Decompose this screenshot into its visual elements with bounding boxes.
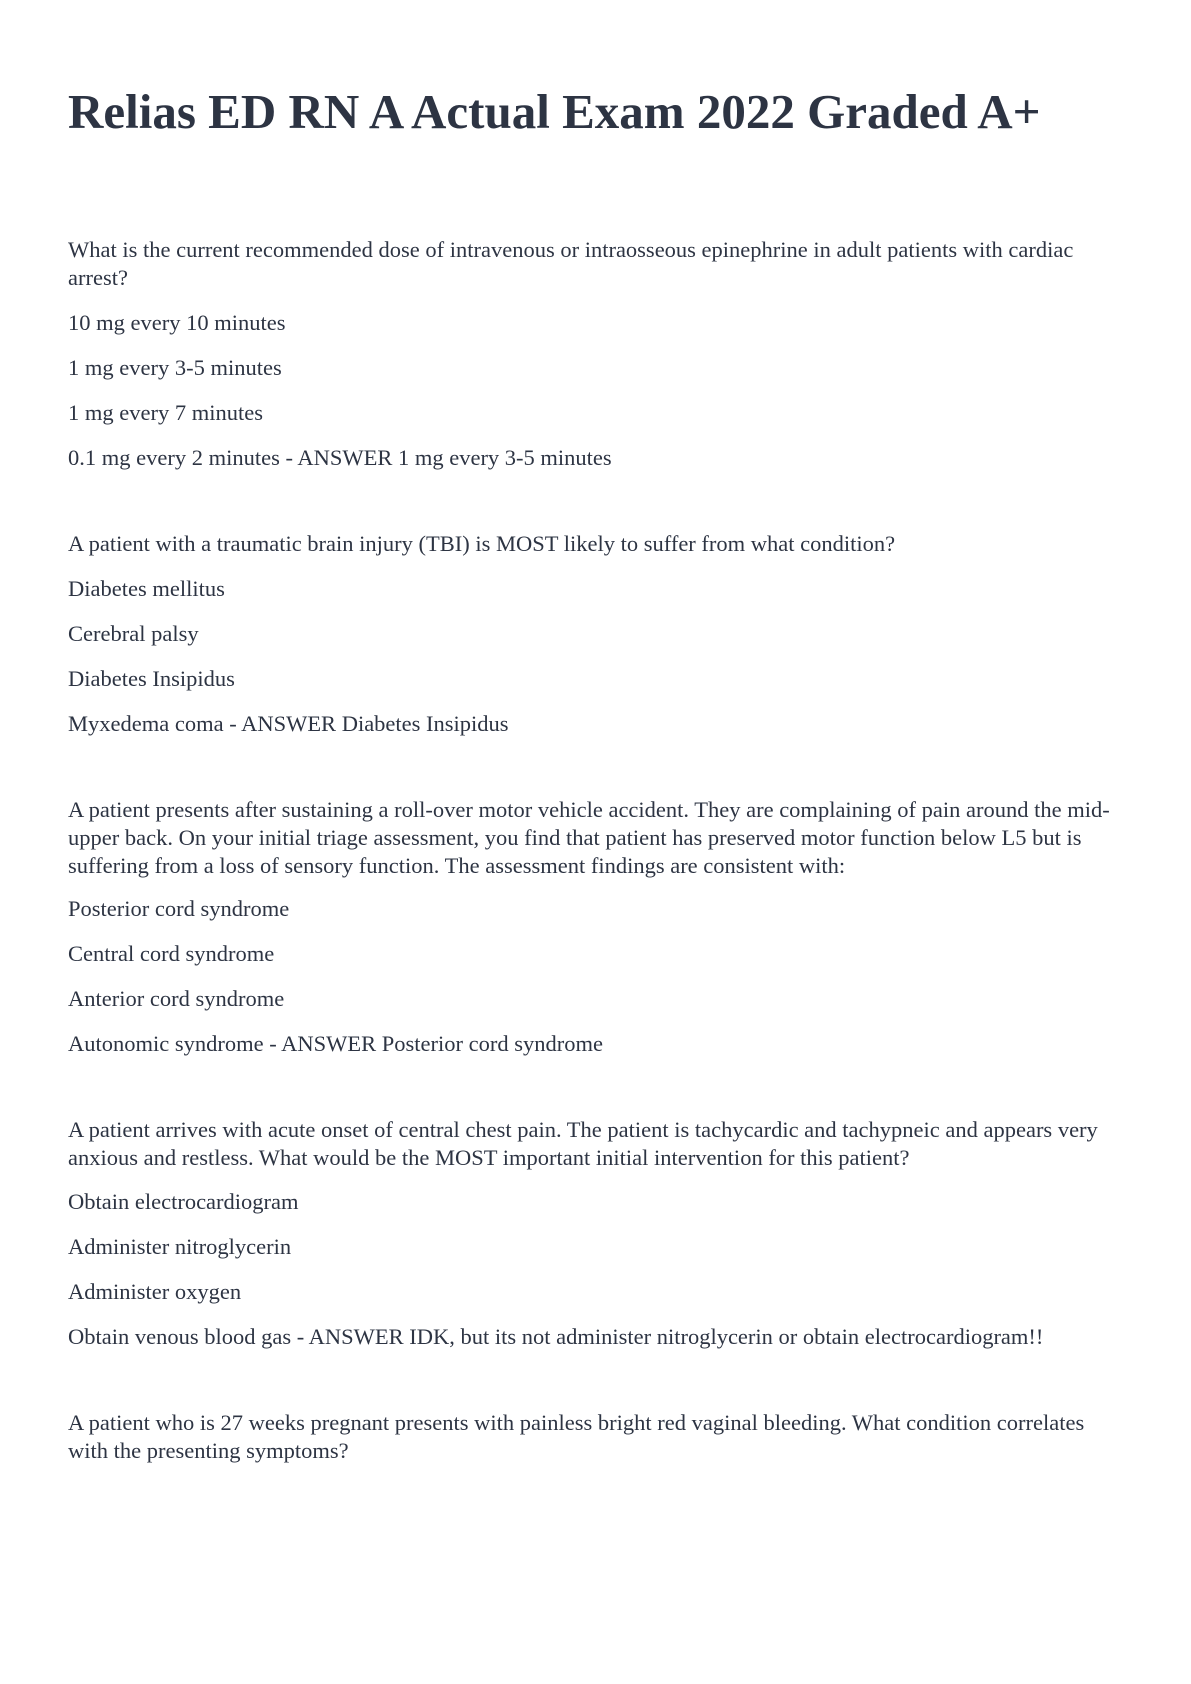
question-text: A patient who is 27 weeks pregnant presents with painless bright red vaginal bleeding. What condition correlates with the presenting symptoms?	[68, 1410, 1085, 1463]
answer-option: Administer nitroglycerin	[68, 1234, 292, 1259]
question-text: A patient presents after sustaining a roll-over motor vehicle accident. They are complaining of pain around the mid-upper back. On your initial triage assessment, you find that patient has preserved motor function below L5 but is suffering from a loss of sensory function. The assessment findings are consistent with:	[68, 797, 1110, 878]
question-block-2	[68, 530, 1128, 558]
answer-option: Cerebral palsy	[68, 621, 199, 646]
answer-option: 1 mg every 3-5 minutes	[68, 355, 282, 380]
answer-option: Diabetes mellitus	[68, 576, 225, 601]
question-text: What is the current recommended dose of intravenous or intraosseous epinephrine in adult patients with cardiac arrest?	[68, 237, 1074, 290]
answer-option-with-answer: Myxedema coma - ANSWER Diabetes Insipidus	[68, 711, 509, 736]
answer-option: Posterior cord syndrome	[68, 896, 290, 921]
question-text: A patient with a traumatic brain injury (TBI) is MOST likely to suffer from what condition?	[68, 531, 896, 556]
document-title: Relias ED RN A Actual Exam 2022 Graded A+	[68, 84, 1041, 139]
answer-option: Central cord syndrome	[68, 941, 275, 966]
answer-option: 1 mg every 7 minutes	[68, 400, 263, 425]
answer-option: Diabetes Insipidus	[68, 666, 235, 691]
question-block-4	[68, 1116, 1128, 1172]
answer-option: 10 mg every 10 minutes	[68, 310, 286, 335]
answer-option: Obtain electrocardiogram	[68, 1189, 299, 1214]
question-block-5	[68, 1409, 1128, 1465]
answer-option-with-answer: 0.1 mg every 2 minutes - ANSWER 1 mg every 3-5 minutes	[68, 445, 612, 470]
answer-option-with-answer: Obtain venous blood gas - ANSWER IDK, but its not administer nitroglycerin or obtain electrocardiogram!!	[68, 1324, 1044, 1349]
answer-option-with-answer: Autonomic syndrome - ANSWER Posterior cord syndrome	[68, 1031, 603, 1056]
question-block-3	[68, 796, 1128, 880]
answer-option: Administer oxygen	[68, 1279, 242, 1304]
answer-option: Anterior cord syndrome	[68, 986, 285, 1011]
question-block-1	[68, 236, 1128, 292]
question-text: A patient arrives with acute onset of central chest pain. The patient is tachycardic and tachypneic and appears very anxious and restless. What would be the MOST important initial intervention for this patient?	[68, 1117, 1098, 1170]
